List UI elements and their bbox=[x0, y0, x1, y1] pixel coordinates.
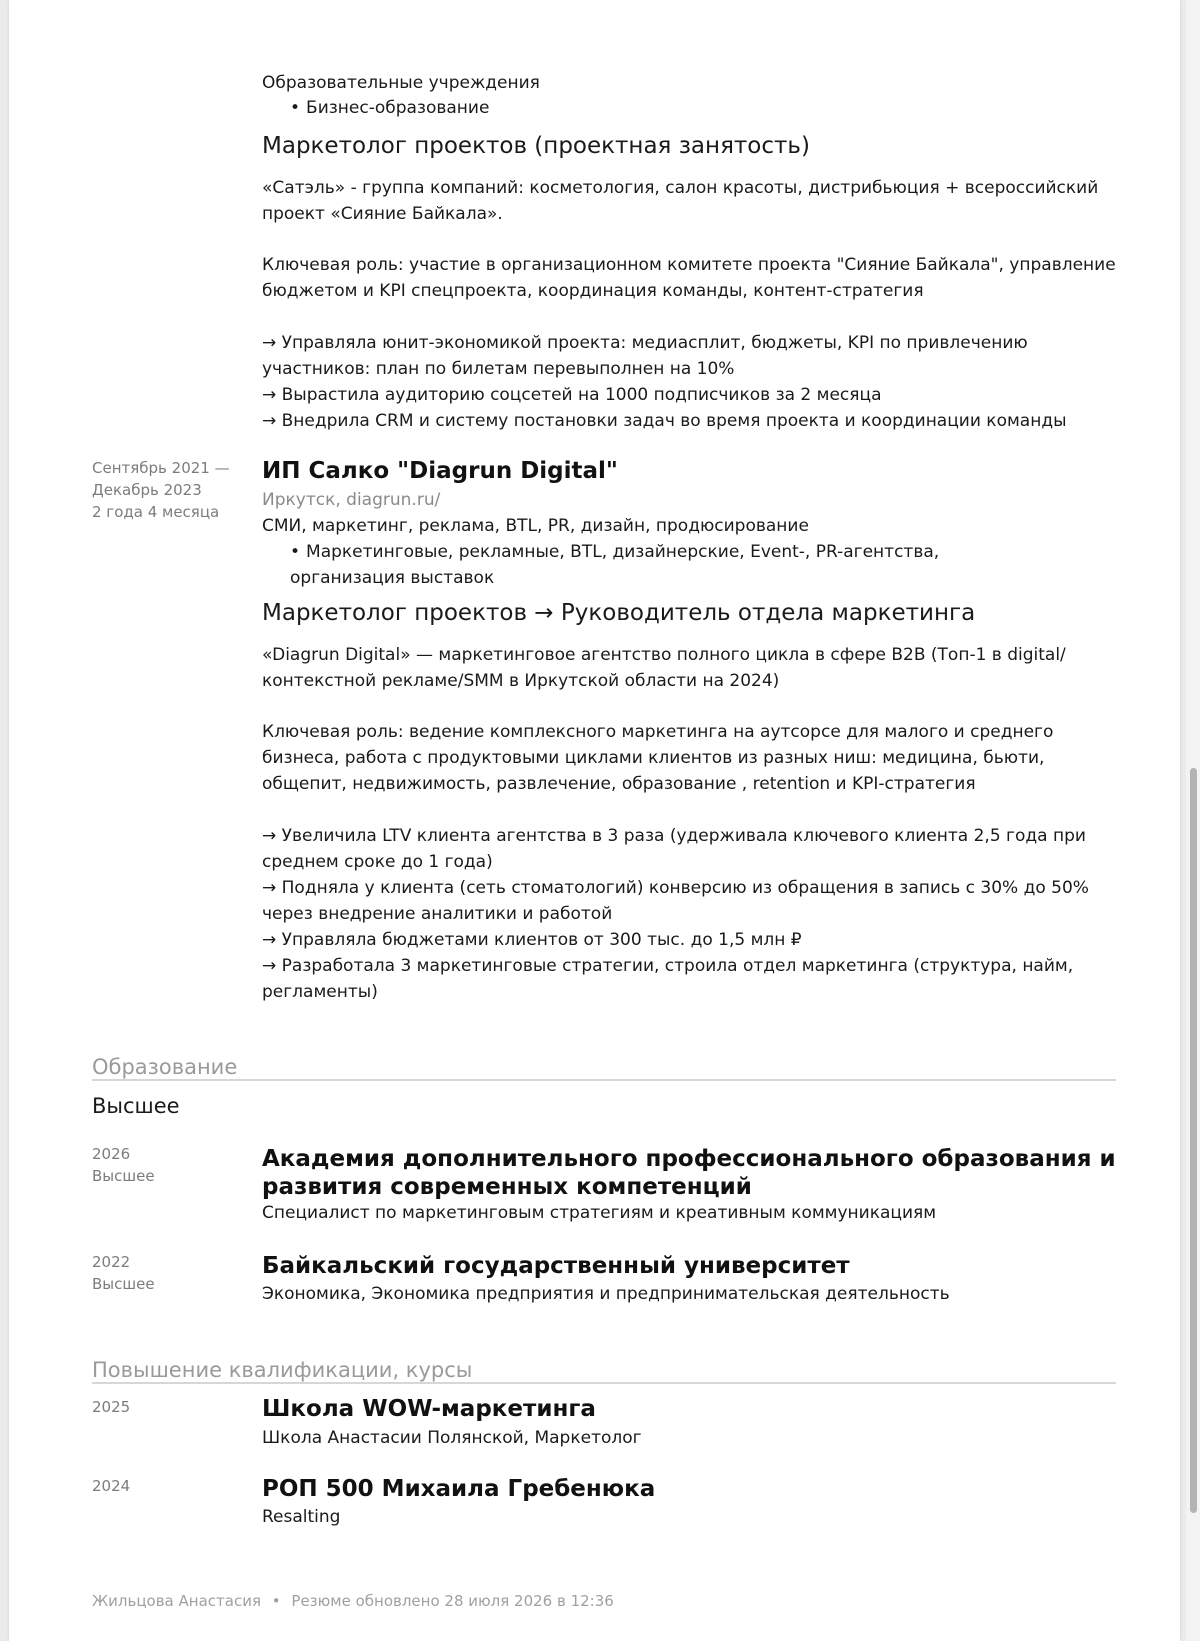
job2-duration: 2 года 4 месяца bbox=[92, 503, 220, 521]
course-year: 2025 bbox=[92, 1398, 131, 1416]
job2-position: Маркетолог проектов → Руководитель отдела маркетинга bbox=[262, 600, 976, 626]
footer-updated: Резюме обновлено 28 июля 2026 в 12:36 bbox=[291, 1592, 614, 1610]
education-item-level: Высшее bbox=[92, 1167, 155, 1185]
scrollbar-thumb[interactable] bbox=[1190, 768, 1197, 1513]
education-divider bbox=[92, 1079, 1116, 1081]
course-year: 2024 bbox=[92, 1477, 131, 1495]
course-name: РОП 500 Михаила Гребенюка bbox=[262, 1476, 656, 1502]
education-specialty: Специалист по маркетинговым стратегиям и креативным коммуникациям bbox=[262, 1203, 937, 1223]
course-detail: Resalting bbox=[262, 1507, 341, 1527]
footer bbox=[92, 1590, 614, 1612]
job1-role: Ключевая роль: участие в организационном комитете проекта "Сияние Байкала", управление бюджетом и KPI спецпроекта, координация команды, контент-стратегия bbox=[262, 255, 1116, 301]
job2-industry-item: • Маркетинговые, рекламные, BTL, дизайнерские, Event-, PR-агентства, организация выставок bbox=[290, 539, 1050, 591]
education-institution: Академия дополнительного профессионального образования и развития современных компетенций bbox=[262, 1146, 1116, 1200]
courses-section-title: Повышение квалификации, курсы bbox=[92, 1358, 473, 1382]
job2-period-end: Декабрь 2023 bbox=[92, 481, 202, 499]
vertical-scrollbar[interactable] bbox=[1186, 0, 1200, 1641]
courses-divider bbox=[92, 1382, 1116, 1384]
job2-role: Ключевая роль: ведение комплексного маркетинга на аутсорсе для малого и среднего бизнеса, работа с продуктовыми циклами клиентов из разных ниш: медицина, бьюти, общепит, недвижимость, развлечение, образование , retention и KPI-стратегия bbox=[262, 722, 1054, 794]
education-specialty: Экономика, Экономика предприятия и предпринимательская деятельность bbox=[262, 1284, 950, 1304]
job2-industry: СМИ, маркетинг, реклама, BTL, PR, дизайн, продюсирование bbox=[262, 516, 809, 536]
job2-location: Иркутск, diagrun.ru/ bbox=[262, 490, 441, 510]
resume-page bbox=[9, 0, 1180, 1641]
course-name: Школа WOW-маркетинга bbox=[262, 1396, 596, 1422]
job1-position: Маркетолог проектов (проектная занятость) bbox=[262, 133, 810, 159]
education-level: Высшее bbox=[92, 1094, 180, 1118]
education-item-level: Высшее bbox=[92, 1275, 155, 1293]
job2-company: ИП Салко "Diagrun Digital" bbox=[262, 458, 618, 484]
job2-period-start: Сентябрь 2021 — bbox=[92, 459, 230, 477]
job1-industry-item: • Бизнес-образование bbox=[290, 95, 1122, 121]
education-institution: Байкальский государственный университет bbox=[262, 1253, 850, 1279]
education-year: 2026 bbox=[92, 1145, 131, 1163]
footer-name: Жильцова Анастасия bbox=[92, 1592, 261, 1610]
job2-achievements: → Увеличила LTV клиента агентства в 3 раза (удерживала ключевого клиента 2,5 года при среднем сроке до 1 года) → Подняла у клиента (сеть стоматологий) конверсию из обращения в запись с 30% до 50% через внедрение аналитики и работой → Управляла бюджетами клиентов от 300 тыс. до 1,5 млн ₽ → Разработала 3 маркетинговые стратегии, строила отдел маркетинга (структура, найм, регламенты) bbox=[262, 826, 1089, 1002]
job2-intro: «Diagrun Digital» — маркетинговое агентство полного цикла в сфере B2B (Топ-1 в digital/контекстной рекламе/SMM в Иркутской области на 2024) bbox=[262, 645, 1066, 691]
job1-intro: «Сатэль» - группа компаний: косметология, салон красоты, дистрибьюция + всероссийский проект «Сияние Байкала». bbox=[262, 178, 1099, 224]
job1-industry: Образовательные учреждения bbox=[262, 73, 540, 93]
job1-achievements: → Управляла юнит-экономикой проекта: медиасплит, бюджеты, KPI по привлечению участников: план по билетам перевыполнен на 10% → Вырастила аудиторию соцсетей на 1000 подписчиков за 2 месяца → Внедрила CRM и систему постановки задач во время проекта и координации команды bbox=[262, 333, 1067, 431]
course-detail: Школа Анастасии Полянской, Маркетолог bbox=[262, 1428, 642, 1448]
education-section-title: Образование bbox=[92, 1055, 238, 1079]
education-year: 2022 bbox=[92, 1253, 131, 1271]
footer-separator: • bbox=[271, 1592, 281, 1610]
